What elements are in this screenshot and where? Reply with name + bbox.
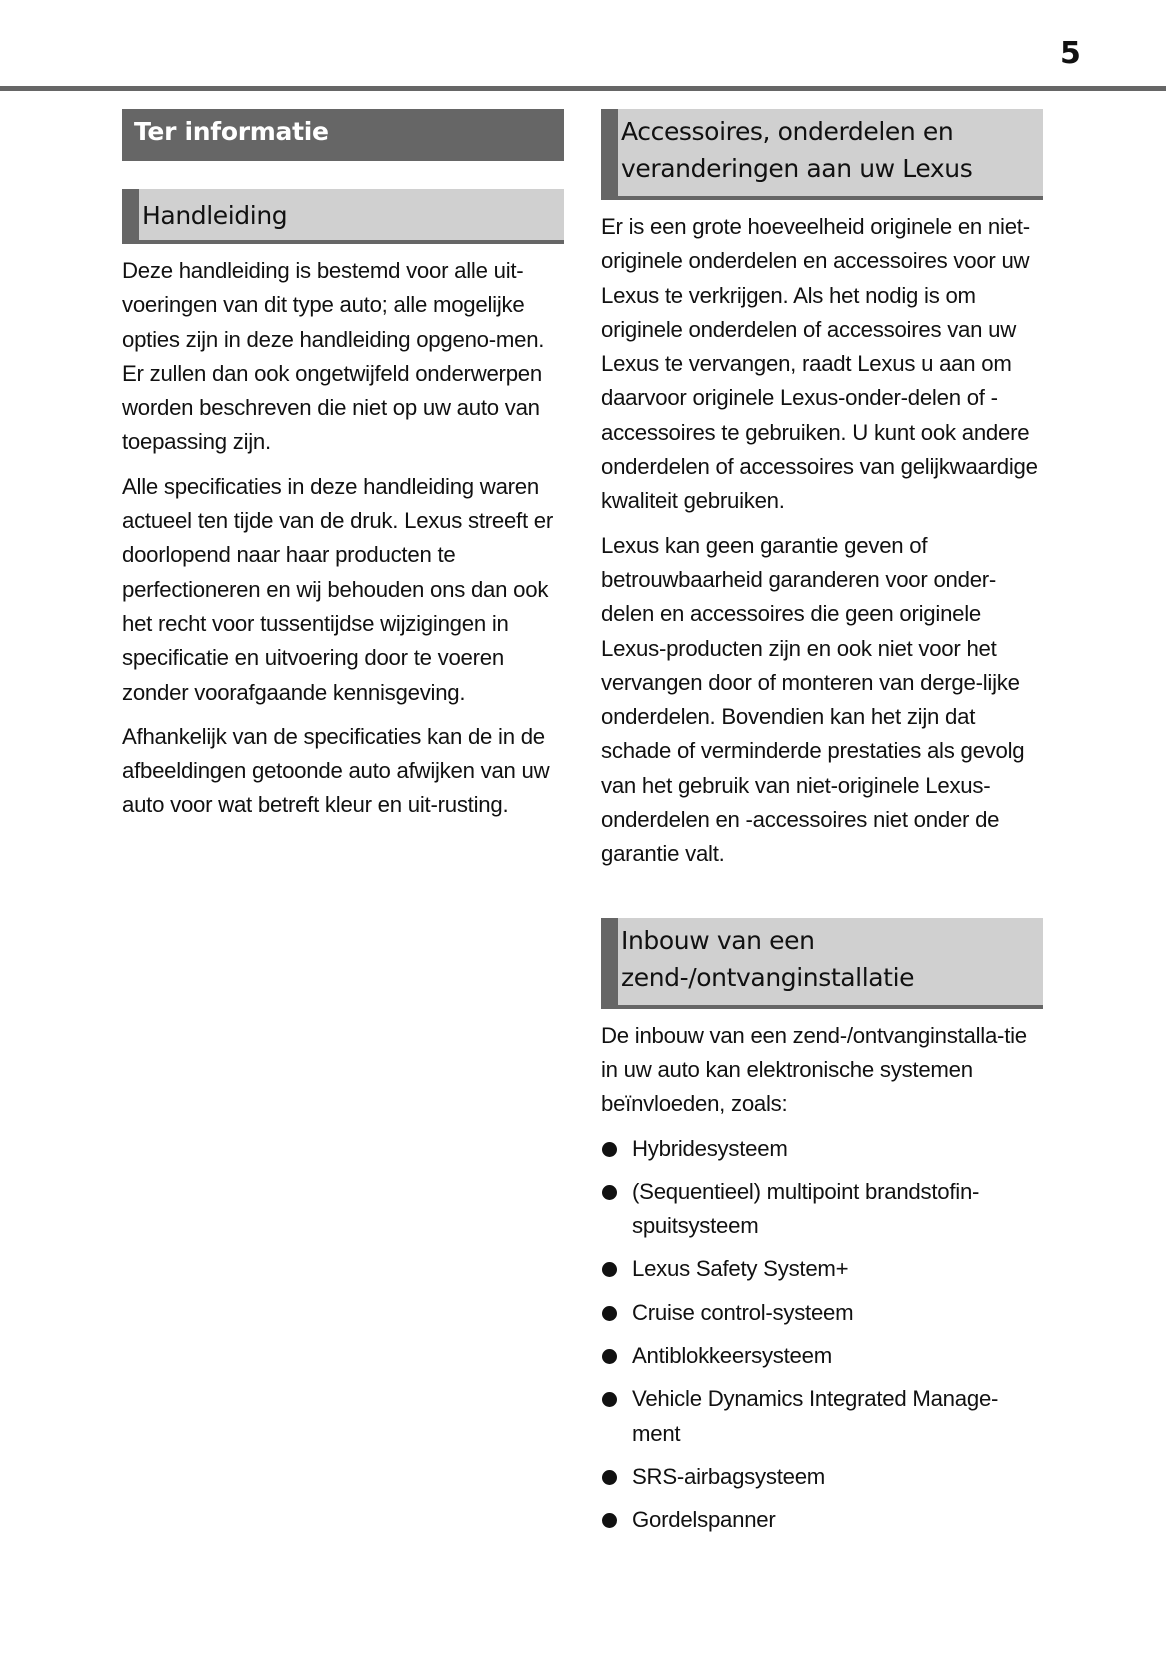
systems-list	[601, 1132, 1043, 1538]
paragraph: Afhankelijk van de specificaties kan de in de afbeeldingen getoonde auto afwijken van uw auto voor wat betreft kleur en uit-rusting.	[122, 723, 550, 818]
bullet-icon	[602, 1470, 617, 1485]
list-item-text: Antiblokkeersysteem	[632, 1343, 832, 1369]
bullet-icon	[602, 1142, 617, 1157]
paragraph: Deze handleiding is bestemd voor alle uit-voeringen van dit type auto; alle mogelijke opties zijn in deze handleiding opgeno-men. Er zullen dan ook ongetwijfeld onderwerpen worden beschreven die niet op uw auto van toepassing zijn.	[122, 258, 545, 455]
list-item	[601, 1132, 1043, 1166]
bullet-icon	[602, 1392, 617, 1407]
list-item-text: Gordelspanner	[632, 1507, 776, 1533]
list-item-text: Vehicle Dynamics Integrated Manage-ment	[632, 1386, 999, 1446]
paragraph: Alle specificaties in deze handleiding waren actueel ten tijde van de druk. Lexus streeft er doorlopend naar haar producten te perfectioneren en wij behouden ons dan ook het recht voor tussentijdse wijzigingen in specificatie en uitvoering door te voeren zonder voorafgaande kennisgeving.	[122, 473, 554, 705]
bullet-icon	[602, 1349, 617, 1364]
section-heading-line: Accessoires, onderdelen en	[621, 117, 954, 146]
paragraph: Lexus kan geen garantie geven of betrouwbaarheid garanderen voor onder-delen en accessoires die geen originele Lexus-producten zijn en ook niet voor het vervangen door of monteren van derge-lijke onderdelen. Bovendien kan het zijn dat schade of verminderde prestaties als gevolg van het gebruik van niet-originele Lexus-onderdelen en -accessoires niet onder de garantie valt.	[601, 532, 1025, 867]
list-item	[601, 1296, 1043, 1330]
bullet-icon	[602, 1306, 617, 1321]
section-heading-line: zend-/ontvanginstallatie	[621, 962, 915, 992]
bullet-icon	[602, 1262, 617, 1277]
header-rule	[0, 86, 1166, 91]
page-number: 5	[1060, 36, 1081, 71]
list-item-text: SRS-airbagsysteem	[632, 1463, 826, 1489]
paragraph: De inbouw van een zend-/ontvanginstalla-tie in uw auto kan elektronische systemen beïnvloeden, zoals:	[601, 1022, 1027, 1117]
list-item	[601, 1252, 1043, 1286]
chapter-title: Ter informatie	[122, 109, 564, 161]
section-heading-line: Inbouw van een	[621, 925, 815, 955]
bullet-icon	[602, 1185, 617, 1200]
list-item	[601, 1503, 1043, 1537]
section-heading-line: veranderingen aan uw Lexus	[621, 154, 973, 183]
section-heading-accessoires	[601, 109, 1043, 200]
bullet-icon	[602, 1513, 617, 1528]
list-item	[601, 1460, 1043, 1494]
list-item-text: (Sequentieel) multipoint brandstofin-spuitsysteem	[632, 1178, 980, 1239]
list-item	[601, 1339, 1043, 1373]
list-item-text: Lexus Safety System+	[632, 1256, 849, 1282]
right-column	[601, 109, 1043, 1547]
section-heading-handleiding: Handleiding	[122, 189, 564, 244]
section-heading-inbouw	[601, 918, 1043, 1009]
list-item	[601, 1382, 1043, 1451]
list-item-text: Hybridesysteem	[632, 1135, 788, 1161]
paragraph: Er is een grote hoeveelheid originele en niet-originele onderdelen en accessoires voor uw Lexus te verkrijgen. Als het nodig is om originele onderdelen of accessoires van uw Lexus te vervangen, raadt Lexus u aan om daarvoor originele Lexus-onder-delen of -accessoires te gebruiken. U kunt ook andere onderdelen of accessoires van gelijkwaardige kwaliteit gebruiken.	[601, 214, 1038, 514]
list-item	[601, 1175, 1043, 1244]
left-column	[122, 109, 564, 833]
list-item-text: Cruise control-systeem	[632, 1299, 854, 1325]
